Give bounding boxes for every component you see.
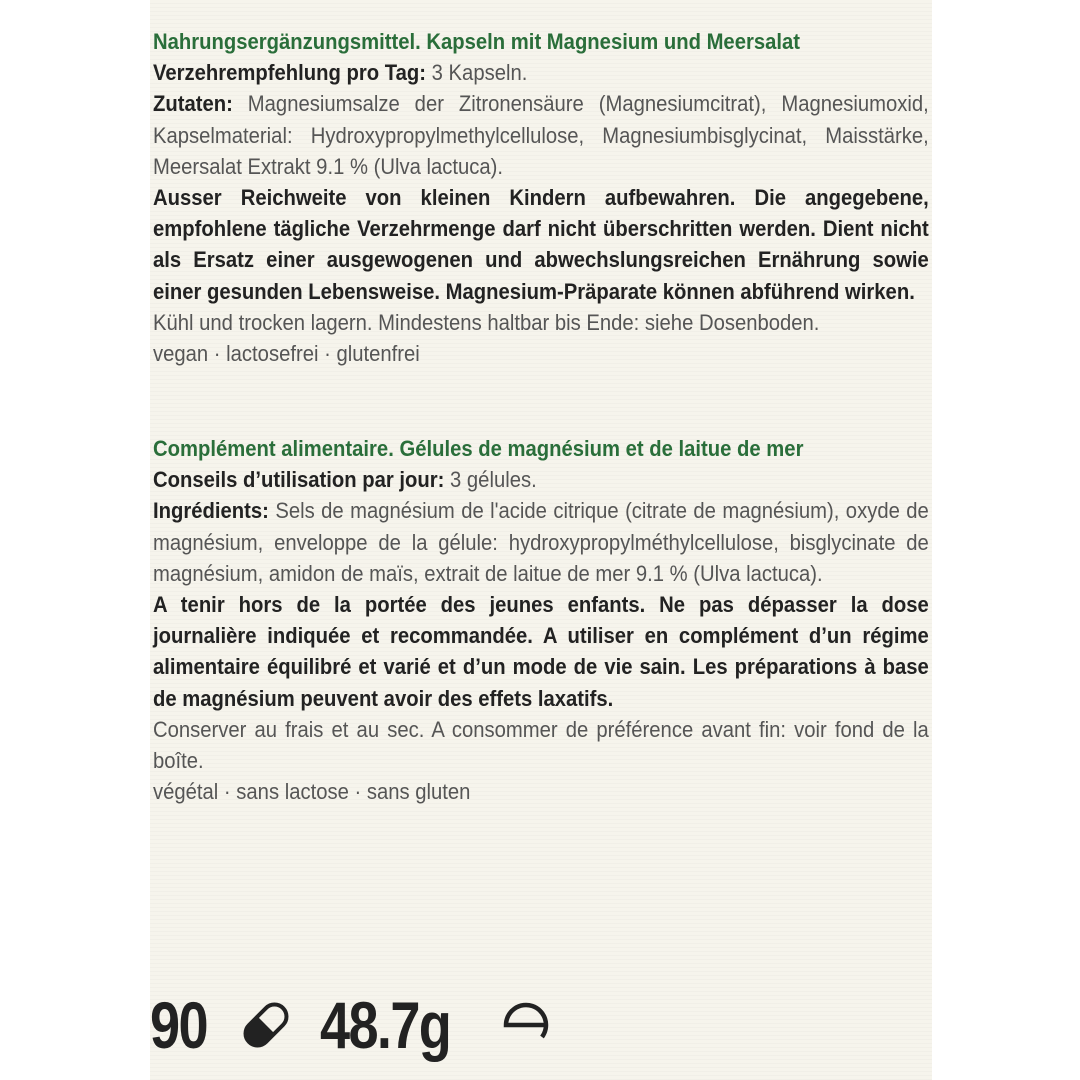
estimated-e-icon — [496, 995, 556, 1055]
net-weight: 48.7g — [320, 988, 451, 1062]
german-ingredients — [153, 88, 929, 182]
french-ingredients-label: Ingrédients: — [153, 498, 269, 524]
german-storage: Kühl und trocken lagern. Mindestens haltbar bis Ende: siehe Dosenboden. — [153, 309, 820, 335]
french-dosage-value: 3 gélules. — [444, 467, 537, 493]
french-ingredients — [153, 495, 929, 589]
french-warning: A tenir hors de la portée des jeunes enfants. Ne pas dépasser la dose journalière indiquée et recommandée. A utiliser en complément d’un régime alimentaire équilibré et varié et d’un mode de vie sain. Les préparations à base de magnésium peuvent avoir des effets laxatifs. — [153, 592, 929, 711]
french-title: Complément alimentaire. Gélules de magnésium et de laitue de mer — [153, 436, 804, 461]
french-ingredients-text: Sels de magnésium de l'acide citrique (citrate de magnésium), oxyde de magnésium, enveloppe de la gélule: hydroxypropylméthylcellulose, bisglycinate de magnésium, amidon de maïs, extrait de laitue de mer 9.1 % (Ulva lactuca). — [153, 498, 929, 586]
german-section — [153, 26, 929, 369]
french-dosage-label: Conseils d’utilisation par jour: — [153, 467, 445, 493]
german-dosage — [153, 57, 929, 88]
german-title: Nahrungsergänzungsmittel. Kapseln mit Magnesium und Meersalat — [153, 29, 801, 54]
german-dosage-value: 3 Kapseln. — [426, 60, 528, 86]
capsule-count: 90 — [150, 988, 207, 1062]
package-footer — [150, 985, 556, 1065]
german-ingredients-text: Magnesiumsalze der Zitronensäure (Magnesiumcitrat), Magnesiumoxid, Kapselmaterial: Hydroxypropylmethylcellulose, Magnesiumbisglycinat, Maisstärke, Meersalat Extrakt 9.1 % (Ulva lactuca). — [153, 91, 929, 179]
french-section — [153, 433, 929, 807]
german-dosage-label: Verzehrempfehlung pro Tag: — [153, 60, 427, 86]
german-warning: Ausser Reichweite von kleinen Kindern aufbewahren. Die angegebene, empfohlene tägliche Verzehrmenge darf nicht überschritten werden. Dient nicht als Ersatz einer ausgewogenen und abwechslungsreichen Ernährung sowie einer gesunden Lebensweise. Magnesium-Präparate können abführend wirken. — [153, 185, 929, 304]
french-dosage — [153, 464, 929, 495]
german-attributes: vegan · lactosefrei · glutenfrei — [153, 341, 420, 367]
french-storage: Conserver au frais et au sec. A consommer de préférence avant fin: voir fond de la boîte. — [153, 716, 929, 774]
german-ingredients-label: Zutaten: — [153, 91, 233, 117]
capsule-icon — [236, 995, 296, 1055]
french-attributes: végétal · sans lactose · sans gluten — [153, 779, 471, 805]
